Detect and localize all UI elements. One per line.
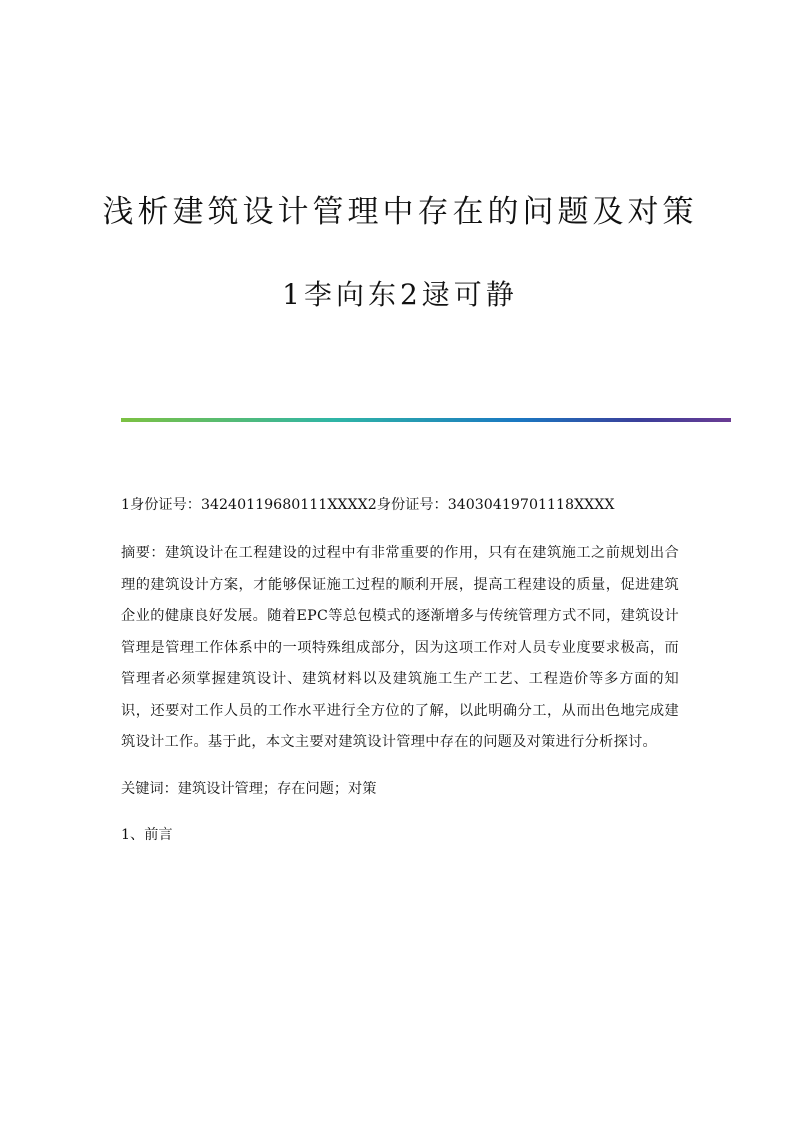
gradient-divider [121,418,731,422]
section-heading-introduction: 1、前言 [121,826,173,843]
paper-authors: 1李向东2逯可静 [282,278,518,311]
paper-title: 浅析建筑设计管理中存在的问题及对策 [102,194,698,230]
abstract-paragraph: 摘要：建筑设计在工程建设的过程中有非常重要的作用，只有在建筑施工之前规划出合理的建筑设计方案，才能够保证施工过程的顺利开展，提高工程建设的质量，促进建筑企业的健康良好发展。随着EPC等总包模式的逐渐增多与传统管理方式不同，建筑设计管理是管理工作体系中的一项特殊组成部分，因为这项工作对人员专业度要求极高，而管理者必须掌握建筑设计、建筑材料以及建筑施工生产工艺、工程造价等多方面的知识，还要对工作人员的工作水平进行全方位的了解，以此明确分工，从而出色地完成建筑设计工作。基于此，本文主要对建筑设计管理中存在的问题及对策进行分析探讨。 [121,545,679,750]
author-id-line: 1身份证号：34240119680111XXXX2身份证号：34030419701118XXXX [121,497,615,513]
paper-body [121,492,679,848]
keywords-line: 关键词：建筑设计管理；存在问题；对策 [121,780,377,797]
